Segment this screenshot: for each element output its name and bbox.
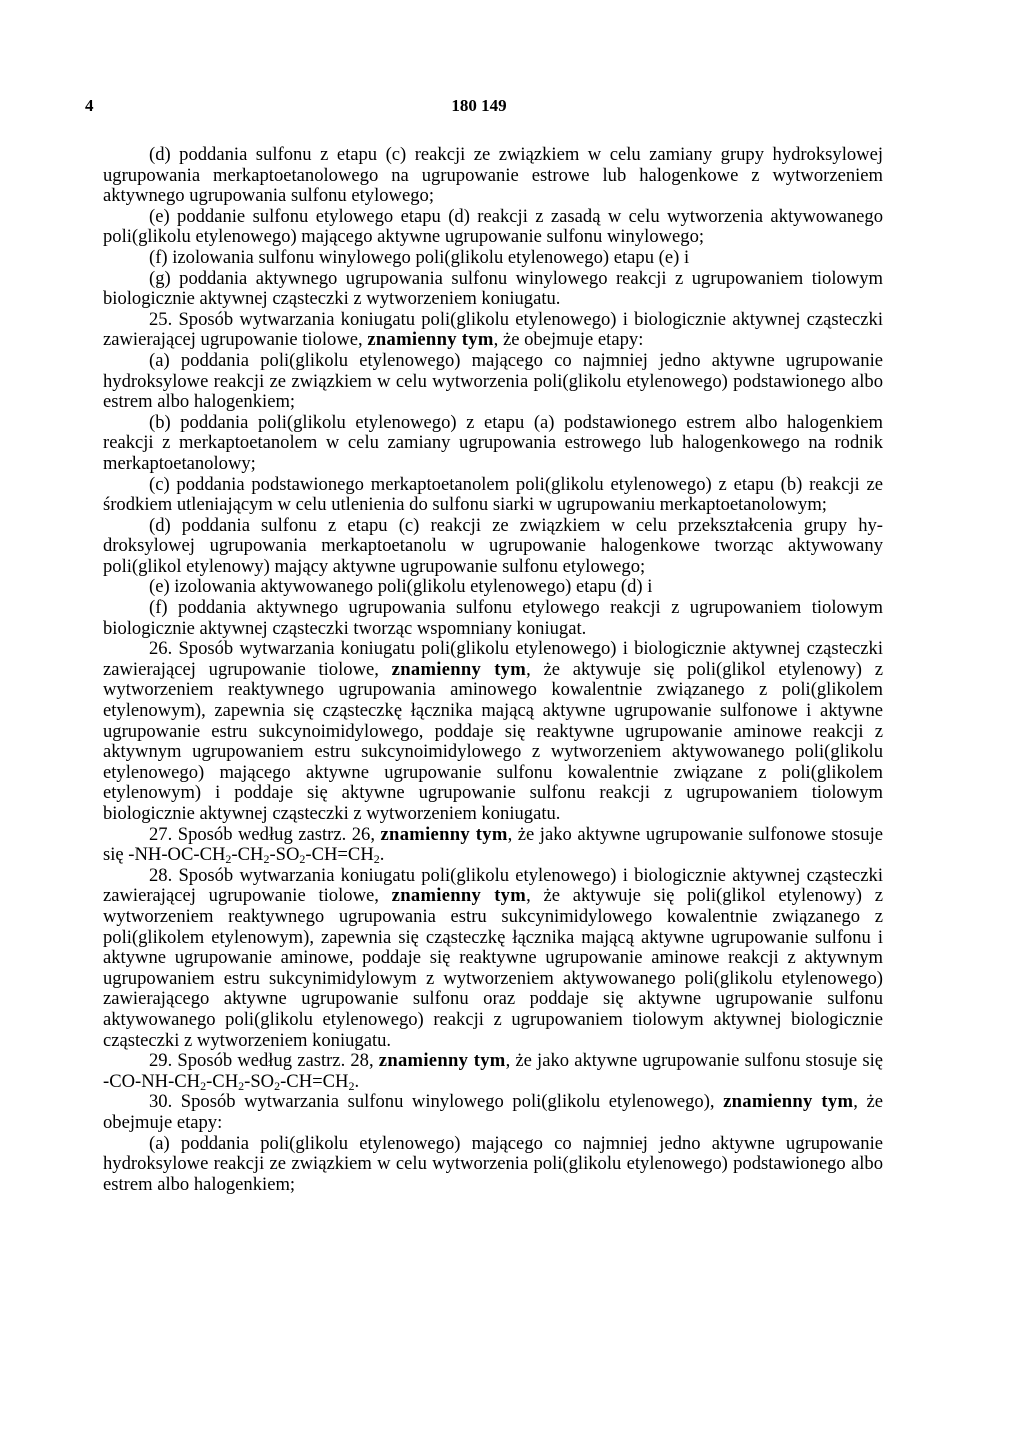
- text-segment: (f) izolowania sulfonu winylowego poli(glikolu etylenowego) etapu (e) i: [149, 246, 690, 268]
- text-segment: 29. Sposób według zastrz. 28,: [149, 1050, 379, 1072]
- text-segment: 28. Sposób wytwarzania koniugatu poli(glikolu etylenowego) i biologicznie aktywnej cząsteczki zawierającej ugrupowanie tiolowe,: [103, 864, 883, 907]
- text-segment: (b) poddania poli(glikolu etylenowego) z etapu (a) podstawionego estrem albo halogenkiem reakcji z merkaptoetanolem w celu zamiany ugrupowania estrowego lub halogenkowego na rodnik merkaptoetanolowy;: [103, 411, 883, 474]
- text-segment: .: [379, 844, 385, 866]
- text-segment: (f) poddania aktywnego ugrupowania sulfonu etylowego reakcji z ugrupowaniem tiolowym biologicznie aktywnej cząsteczki tworząc wspomniany koniugat.: [103, 597, 883, 639]
- text-segment: 30. Sposób wytwarzania sulfonu winylowego poli(glikolu etylenowego),: [149, 1091, 724, 1113]
- text-segment: 27. Sposób według zastrz. 26,: [149, 823, 381, 845]
- text-segment: , że aktywuje się poli(glikol etylenowy) z wytworzeniem reaktywnego ugrupowania estru sukcynimidylowego kowalentnie związanego z poli(glikolem etylenowym), zapewnia się cząsteczkę łącznika mającą aktywne ugrupowanie sulfonu i aktywne ugrupowanie aminowe, poddaje się reaktywne ugrupowanie aminowe reakcji z aktywnym ugrupowaniem estru sukcynimidylowym z wytworzeniem aktywowanego poli(glikolu etylenowego) zawierającego aktywne ugrupowanie sulfonu oraz poddaje się aktywne ugrupowanie sulfonu aktywowanego poli(glikolu etylenowego) reakcji z ugrupowaniem tiolowym aktywnej biologicznie cząsteczki z wytworzeniem koniugatu.: [103, 885, 883, 1051]
- paragraph-p16: [103, 1092, 883, 1133]
- text-segment: -SO: [244, 1070, 275, 1092]
- paragraph-p17: [103, 1134, 883, 1196]
- text-segment: (d) poddania sulfonu z etapu (c) reakcji ze związkiem w celu przekształcenia grupy hydroksylowej ugrupowania merkaptoetanolu w ugrupowanie halogenkowe tworząc aktywowany poli(glikol etylenowy) mający aktywne ugrupowanie sulfonu etylowego;: [103, 514, 883, 577]
- paragraph-p12: [103, 639, 883, 824]
- text-segment: (a) poddania poli(glikolu etylenowego) mającego co najmniej jedno aktywne ugrupowanie hydroksylowe reakcji ze związkiem w celu wytworzenia poli(glikolu etylenowego) podstawionego albo estrem albo halogenkiem;: [103, 349, 883, 413]
- paragraph-p9: [103, 516, 883, 578]
- text-segment: , że jako aktywne ugrupowanie sulfonowe stosuje się -NH-OC-CH: [103, 823, 883, 866]
- text-segment: (d) poddania sulfonu z etapu (c) reakcji ze związkiem w celu zamiany grupy hydroksylowej ugrupowania merkaptoetanolowego na ugrupowanie estrowe lub halogenkowe z wytworzeniem aktywnego ugrupowania sulfonu etylowego;: [103, 144, 883, 207]
- paragraph-p2: [103, 207, 883, 248]
- text-segment: (a) poddania poli(glikolu etylenowego) mającego co najmniej jedno aktywne ugrupowanie hydroksylowe reakcji ze związkiem w celu wytworzenia poli(glikolu etylenowego) podstawionego albo estrem albo halogenkiem;: [103, 1132, 883, 1195]
- text-segment: 25. Sposób wytwarzania koniugatu poli(glikolu etylenowego) i biologicznie aktywnej cząsteczki zawierającej ugrupowanie tiolowe,: [103, 308, 883, 351]
- paragraph-p11: [103, 598, 883, 639]
- text-segment: -CH: [231, 844, 264, 866]
- emphasis-characterizing-phrase: znamienny tym: [367, 329, 494, 351]
- subscript: 2: [225, 852, 232, 867]
- emphasis-characterizing-phrase: znamienny tym: [380, 823, 508, 845]
- paragraph-p7: [103, 413, 883, 475]
- text-segment: , że obejmuje etapy:: [493, 329, 644, 351]
- text-segment: (c) poddania podstawionego merkaptoetanolem poli(glikolu etylenowego) z etapu (b) reakcji ze środkiem utleniającym w celu utlenienia do sulfonu siarki w ugrupowaniu merkaptoetanolowym;: [103, 473, 883, 516]
- paragraph-p15: [103, 1051, 883, 1092]
- text-segment: , że aktywuje się poli(glikol etylenowy) z wytworzeniem reaktywnego ugrupowania aminowego kowalentnie związanego z poli(glikolem etylenowym), zapewnia się cząsteczkę łącznika mającą aktywne ugrupowanie sulfonowe i aktywne ugrupowanie estru sukcynoimidylowego, poddaje się reaktywne ugrupowanie aminowe reakcji z aktywnym ugrupowaniem estru sukcynoimidylowego z wytworzeniem aktywowanego poli(glikolu etylenowego) mającego aktywne ugrupowanie sulfonu kowalentnie związane z poli(glikolem etylenowym) i poddaje się aktywne ugrupowanie sulfonu reakcji z ugrupowaniem tiolowym biologicznie aktywnej cząsteczki z wytworzeniem koniugatu.: [103, 658, 883, 824]
- page-header: [85, 96, 873, 118]
- paragraph-p4: [103, 269, 883, 310]
- emphasis-characterizing-phrase: znamienny tym: [723, 1091, 854, 1113]
- text-segment: , że jako aktywne ugrupowanie sulfonu stosuje się -CO-NH-CH: [103, 1050, 883, 1092]
- paragraph-p10: [103, 577, 883, 598]
- subscript: 2: [373, 852, 380, 867]
- emphasis-characterizing-phrase: znamienny tym: [391, 885, 527, 907]
- text-segment: , że obejmuje etapy:: [103, 1091, 883, 1133]
- subscript: 2: [348, 1078, 355, 1093]
- emphasis-characterizing-phrase: znamienny tym: [378, 1050, 506, 1072]
- text-segment: -SO: [269, 844, 300, 866]
- subscript: 2: [274, 1078, 281, 1093]
- subscript: 2: [200, 1078, 207, 1093]
- paragraph-p3: [103, 248, 883, 269]
- document-number: 180 149: [451, 96, 507, 115]
- text-segment: -CH=CH: [280, 1070, 349, 1092]
- page-number: 4: [85, 96, 94, 115]
- subscript: 2: [299, 852, 306, 867]
- paragraph-p1: [103, 145, 883, 207]
- text-segment: (e) poddanie sulfonu etylowego etapu (d) reakcji z zasadą w celu wytworzenia aktywowanego poli(glikolu etylenowego) mającego aktywne ugrupowanie sulfonu winylowego;: [103, 205, 883, 248]
- emphasis-characterizing-phrase: znamienny tym: [391, 658, 527, 680]
- text-segment: -CH: [206, 1070, 239, 1092]
- text-segment: 26. Sposób wytwarzania koniugatu poli(glikolu etylenowego) i biologicznie aktywnej cząsteczki zawierającej ugrupowanie tiolowe,: [103, 638, 883, 680]
- paragraph-p8: [103, 475, 883, 516]
- text-segment: (e) izolowania aktywowanego poli(glikolu etylenowego) etapu (d) i: [149, 576, 653, 598]
- text-segment: (g) poddania aktywnego ugrupowania sulfonu winylowego reakcji z ugrupowaniem tiolowym biologicznie aktywnej cząsteczki z wytworzeniem koniugatu.: [103, 267, 883, 310]
- paragraph-p13: [103, 825, 883, 866]
- subscript: 2: [238, 1078, 245, 1093]
- subscript: 2: [263, 852, 270, 867]
- text-segment: -CH=CH: [305, 844, 374, 866]
- claims-text: [103, 145, 883, 1195]
- paragraph-p6: [103, 351, 883, 413]
- paragraph-p14: [103, 866, 883, 1051]
- paragraph-p5: [103, 310, 883, 351]
- text-segment: .: [354, 1070, 360, 1092]
